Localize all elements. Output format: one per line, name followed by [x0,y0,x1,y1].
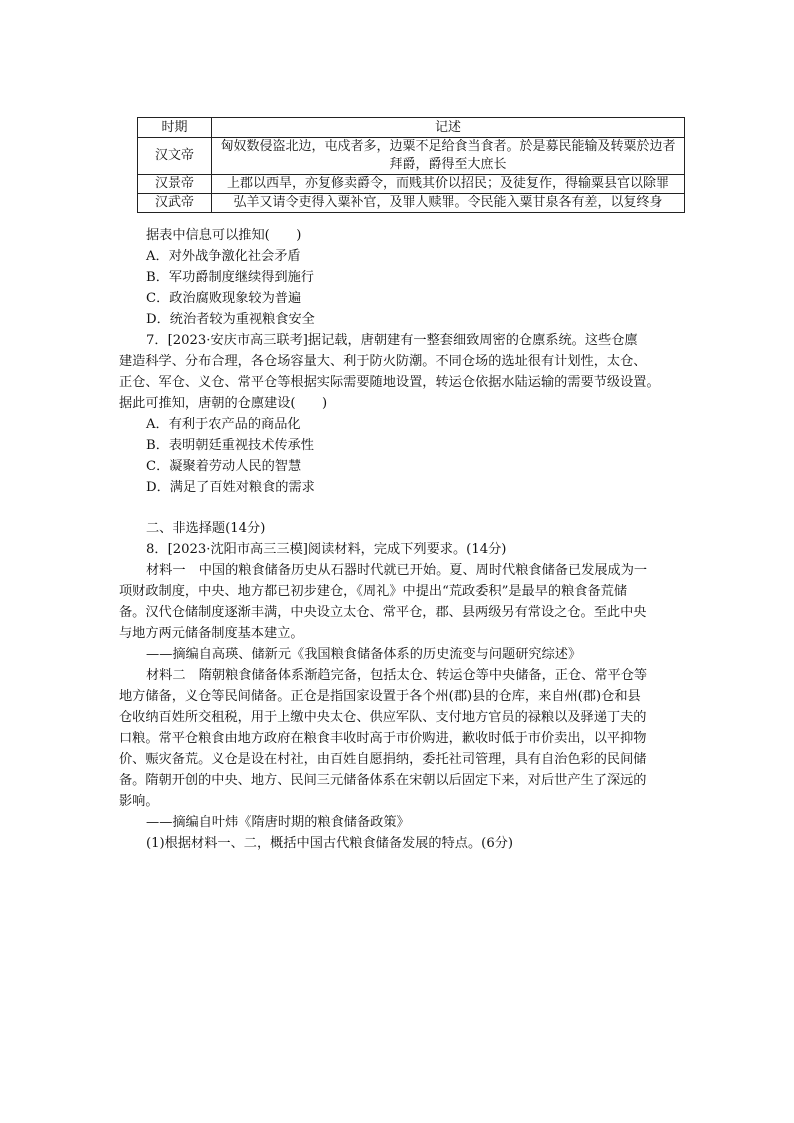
material1-line: 备。汉代仓储制度逐渐丰满，中央设立太仓、常平仓，郡、县两级另有常设之仓。至此中央 [119,605,647,620]
material2-line: 地方储备，义仓等民间储备。正仓是指国家设置于各个州(郡)县的仓库，来自州(郡)仓和县 [119,689,641,704]
q7-option-a: A．有利于农产品的商品化 [146,417,301,432]
q6-option-c: C．政治腐败现象较为普遍 [146,291,302,306]
q8-sub1: (1)根据材料一、二，概括中国古代粮食储备发展的特点。(6分) [146,836,514,851]
material2-line: 材料二 隋朝粮食储备体系渐趋完备，包括太仓、转运仓等中央储备，正仓、常平仓等 [146,668,648,683]
section-title: 二、非选择题(14分) [146,521,266,536]
material2-line: 仓收纳百姓所交租税，用于上缴中央太仓、供应军队、支付地方官员的禄粮以及驿递丁夫的 [119,710,647,725]
table-row [138,194,685,213]
table-header-row [138,118,685,138]
material1-line: 项财政制度，中央、地方都已初步建仓，《周礼》中提出“荒政委积”是最早的粮食备荒储 [119,584,628,599]
table-cell-period: 汉武帝 [138,194,212,213]
q7-option-d: D．满足了百姓对粮食的需求 [146,480,315,495]
table-header-period: 时期 [138,118,212,138]
table-cell-record [212,175,685,194]
q6-option-b: B．军功爵制度继续得到施行 [146,270,314,285]
q7-option-b: B．表明朝廷重视技术传承性 [146,438,314,453]
table-cell-period: 汉景帝 [138,175,212,194]
material1-line: 材料一 中国的粮食储备历史从石器时代就已开始。夏、周时代粮食储备已发展成为一 [146,563,648,578]
record-line: 拜爵，爵得至大庶长 [389,157,507,172]
material2-line: 价、赈灾备荒。义仓是设在村社，由百姓自愿捐纳，委托社司管理，具有自治色彩的民间储 [119,752,647,767]
record-line: 弘羊又请令吏得入粟补官，及罪人赎罪。令民能入粟甘泉各有差，以复终身 [233,195,663,210]
q7-option-c: C．凝聚着劳动人民的智慧 [146,459,302,474]
record-line: 上郡以西旱，亦复修卖爵令，而贱其价以招民；及徒复作，得输粟县官以除罪 [226,176,669,191]
table-cell-period: 汉文帝 [138,138,212,175]
material2-line: 备。隋朝开创的中央、地方、民间三元储备体系在宋朝以后固定下来，对后世产生了深远的 [119,773,647,788]
material2-source: ——摘编自叶炜《隋唐时期的粮食储备政策》 [146,815,410,830]
q7-line: 7．[2023·安庆市高三联考]据记载，唐朝建有一整套细致周密的仓廪系统。这些仓廪 [146,333,638,348]
q7-line: 建造科学、分布合理，各仓场容量大、利于防火防潮。不同仓场的选址很有计划性，太仓、 [119,354,647,369]
q6-stem: 据表中信息可以推知( ) [146,228,302,243]
table-row [138,138,685,175]
table-header-record: 记述 [212,118,685,138]
table-cell-record [212,138,685,175]
table-row [138,175,685,194]
q6-option-a: A．对外战争激化社会矛盾 [146,249,301,264]
q7-line: 据此可推知，唐朝的仓廪建设( ) [119,396,328,411]
material1-source: ——摘编自高瑛、储新元《我国粮食储备体系的历史流变与问题研究综述》 [146,647,582,662]
record-line: 匈奴数侵盗北边，屯戍者多，边粟不足给食当食者。於是募民能输及转粟於边者 [220,139,676,154]
history-records-table [137,117,685,213]
q6-option-d: D．统治者较为重视粮食安全 [146,312,315,327]
material2-line: 影响。 [119,794,159,809]
q7-line: 正仓、军仓、义仓、常平仓等根据实际需要随地设置，转运仓依据水陆运输的需要节级设置。 [119,375,660,390]
material2-line: 口粮。常平仓粮食由地方政府在粮食丰收时高于市价购进，歉收时低于市价卖出，以平抑物 [119,731,647,746]
table-cell-record [212,194,685,213]
material1-line: 与地方两元储备制度基本建立。 [119,626,304,641]
q8-header: 8．[2023·沈阳市高三三模]阅读材料，完成下列要求。(14分) [146,542,507,557]
